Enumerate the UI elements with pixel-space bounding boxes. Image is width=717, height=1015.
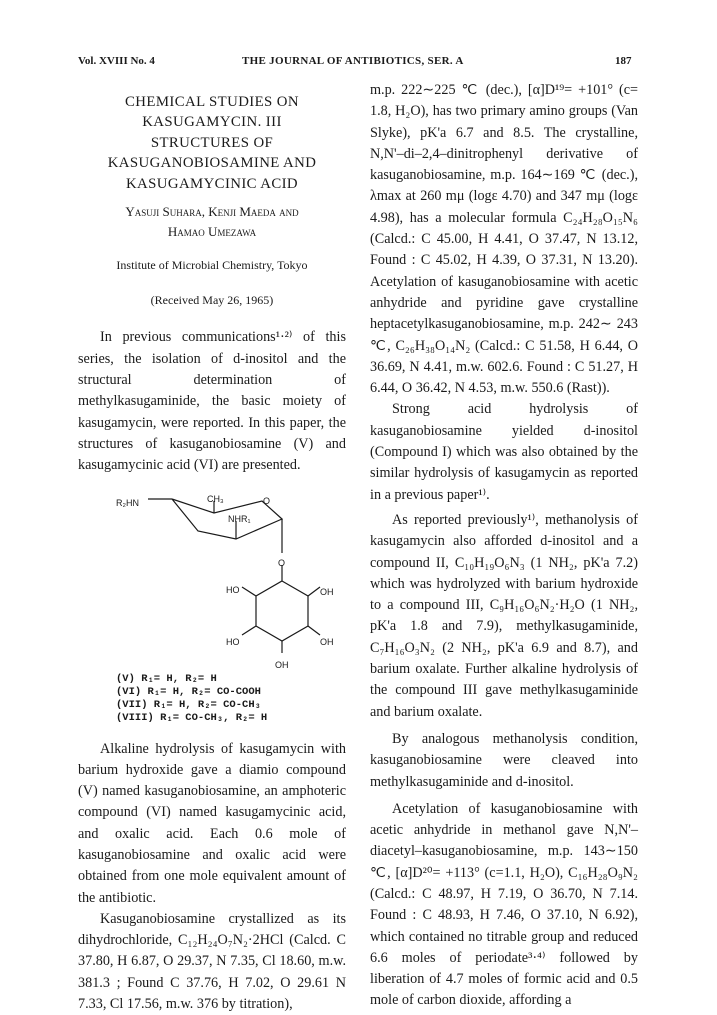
title-line: KASUGANOBIOSAMINE AND — [107, 155, 317, 172]
title-line: STRUCTURES OF — [150, 134, 274, 151]
bond-oh — [242, 626, 256, 635]
authors — [78, 202, 346, 243]
bond-oh — [308, 626, 320, 635]
methyl-label: CH₃ — [207, 493, 224, 504]
author-line: Hamao Umezawa — [167, 224, 257, 240]
glycosidic-oxygen-label: O — [278, 557, 286, 568]
ring-oxygen-label: O — [263, 495, 271, 506]
article-title — [78, 92, 346, 194]
received-date: (Received May 26, 1965) — [150, 293, 274, 308]
bond-oh — [308, 587, 320, 596]
right-column — [370, 80, 638, 1012]
bond-oh — [242, 587, 256, 596]
legend-item: (VII) R₁= H, R₂= CO-CH₃ — [116, 698, 261, 711]
legend-item: (VIII) R₁= CO-CH₃, R₂= H — [116, 711, 268, 724]
volume-number: Vol. XVIII No. 4 — [78, 55, 155, 67]
r2hn-label: R₂HN — [116, 497, 139, 508]
hydroxyl-label: OH — [320, 586, 334, 597]
hydroxyl-label: HO — [226, 584, 240, 595]
title-line: CHEMICAL STUDIES ON — [125, 94, 299, 110]
inositol-ring — [256, 581, 308, 641]
title-line: KASUGAMYCIN. III — [142, 114, 282, 131]
paragraph: By analogous methanolysis condition, kasuganobiosamine were cleaved into methylkasugaminide and d-inositol. — [370, 730, 638, 790]
structure-diagram — [110, 487, 400, 669]
nhr1-label: NHR₁ — [228, 513, 251, 524]
legend-item: (V) R₁= H, R₂= H — [116, 672, 217, 685]
compound-legend — [116, 673, 346, 725]
paragraph: m.p. 222∼225 ℃ (dec.), [α]D¹⁹= +101° (c= 1.8, H₂O), has two primary amino groups (Van Slyke), pK'a 6.7 and 8.5. The crystalline, N,N'–di–2,4–dinitrophenyl derivative of kasuganobiosamine, m.p. 164∼169 ℃ (dec.), λmax at 260 mμ (logε 4.70) and 347 mμ (logε 4.98), has a molecular formula C₂₄H₂₈O₁₅N₆ (Calcd.: C 45.00, H 4.41, O 37.47, N 13.12, Found : C 45.02, H 4.39, O 37.31, N 13.20). Acetylation of kasuganobiosamine with acetic anhydride and pyridine gave crystalline heptacetylkasuganobiosamine, m.p. 242∼ 243 ℃, C₂₆H₃₈O₁₄N₂ (Calcd.: C 51.58, H 6.44, O 36.69, N 4.41, m.w. 602.6. Found : C 51.27, H 6.44, O 36.42, N 4.53, m.w. 550.6 (Rast)). — [370, 82, 638, 397]
hydroxyl-label: OH — [275, 659, 289, 670]
intro-paragraph: In previous communications¹·²⁾ of this series, the isolation of d-inositol and the structural determination of methylkasugaminide, the basic moiety of kasugamycin, were reported. In this paper, the structures of kasuganobiosamine (V) and kasugamycinic acid (VI) are presented. — [78, 329, 346, 474]
paragraph: Kasuganobiosamine crystallized as its dihydrochloride, C₁₂H₂₄O₇N₂·2HCl (Calcd. C 37.80, H 6.87, O 29.37, N 7.35, Cl 18.60, m.w. 381.3 ; Found C 37.76, H 7.02, O 29.61 N 7.33, Cl 17.56, m.w. 376 by titration), — [78, 910, 346, 1013]
structure-drawing — [110, 487, 400, 669]
left-column — [78, 92, 346, 1015]
paragraph: Acetylation of kasuganobiosamine with acetic anhydride in methanol gave N,N'–diacetyl–kasuganobiosamine, m.p. 143∼150 ℃, [α]D²⁰= +113° (c=1.1, H₂O), C₁₆H₂₈O₉N₂ (Calcd.: C 48.97, H 7.19, O 36.70, N 7.14. Found : C 48.93, H 7.46, O 37.10, N 6.92), which contained no titrable group and reduced 6.6 moles of periodate³·⁴⁾ followed by liberation of 4.7 moles of formic acid and 0.5 mole of carbon dioxide, affording a — [370, 800, 638, 1009]
hydroxyl-label: OH — [320, 636, 334, 647]
hydroxyl-label: HO — [226, 636, 240, 647]
author-line: Yasuji Suhara, Kenji Maeda and — [125, 204, 299, 220]
paragraph: Alkaline hydrolysis of kasugamycin with barium hydroxide gave a diamio compound (V) named kasuganobiosamine, an amphoteric compound (VI) named kasugamycinic acid, and oxalic acid. Each 0.6 mole of kasuganobiosamine and oxalic acid were obtained from one mole equivalent amount of the antibiotic. — [78, 740, 346, 906]
title-line: KASUGAMYCINIC ACID — [125, 175, 299, 192]
institute: Institute of Microbial Chemistry, Tokyo — [116, 257, 308, 272]
paragraph: Strong acid hydrolysis of kasuganobiosamine yielded d-inositol (Compound I) which was also obtained by the similar hydrolysis of kasugamycin as reported in a previous paper¹⁾. — [370, 401, 638, 503]
journal-title: THE JOURNAL OF ANTIBIOTICS, SER. A — [242, 55, 464, 67]
page-number: 187 — [615, 55, 632, 67]
paragraph: As reported previously¹⁾, methanolysis of kasugamycin also afforded d-inositol and a compound II, C₁₀H₁₉O₆N₃ (1 NH₂, pK'a 7.2) which was hydrolyzed with barium hydroxide to a compound III, C₉H₁₆O₆N₂·H₂O (1 NH₂, pK'a 1.8 and 7.9), methylkasugaminide, C₇H₁₆O₃N₂ (2 NH₂, pK'a 6.9 and 8.7), and barium oxalate. Further alkaline hydrolysis of the compound III gave methylkasugaminide and barium oxalate. — [370, 511, 638, 720]
legend-item: (VI) R₁= H, R₂= CO-COOH — [116, 685, 261, 698]
